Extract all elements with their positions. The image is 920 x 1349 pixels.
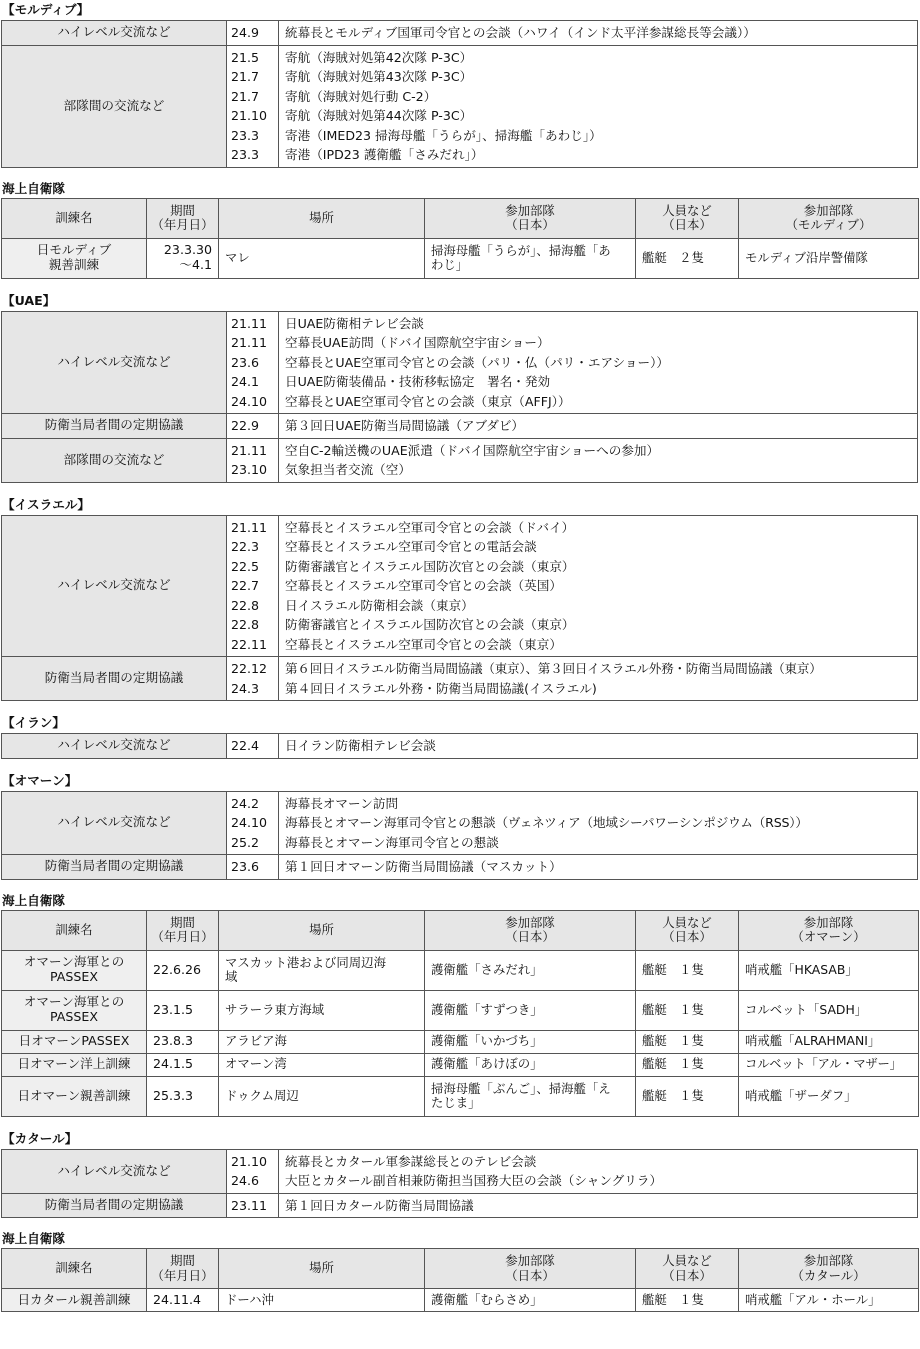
date: 23.10 <box>231 462 268 477</box>
personnel: 艦艇 １隻 <box>636 1030 739 1053</box>
table-header-row <box>2 1249 919 1289</box>
date: 22.9 <box>231 418 260 433</box>
category-cell: 防衛当局者間の定期協議 <box>2 1193 227 1218</box>
column-header: 参加部隊 （オマーン） <box>739 910 919 950</box>
date: 21.7 <box>231 88 260 104</box>
category-cell: ハイレベル交流など <box>2 311 227 414</box>
event: 防衛審議官とイスラエル国防次官との会談（東京） <box>285 617 575 632</box>
column-header: 期間 （年月日） <box>147 198 219 238</box>
column-header: 場所 <box>219 910 425 950</box>
date: 21.11 <box>231 519 268 535</box>
exchange-table-uae <box>1 311 918 483</box>
period: 23.3.30 ～4.1 <box>147 238 219 278</box>
personnel: 艦艇 １隻 <box>636 950 739 990</box>
date: 21.11 <box>231 315 268 331</box>
date: 23.11 <box>231 1197 268 1213</box>
date: 22.8 <box>231 597 260 613</box>
table-row <box>2 791 918 855</box>
event: 防衛審議官とイスラエル国防次官との会談（東京） <box>285 558 575 574</box>
category-cell: ハイレベル交流など <box>2 515 227 657</box>
partner-units: コルベット「SADH」 <box>739 990 919 1030</box>
column-header: 期間 （年月日） <box>147 910 219 950</box>
date: 24.10 <box>231 815 268 830</box>
date: 23.6 <box>231 354 260 370</box>
event: 統幕長とカタール軍参謀総長とのテレビ会談 <box>285 1153 537 1169</box>
event: 空幕長とイスラエル空軍司令官との会談（英国） <box>285 578 562 593</box>
period: 23.8.3 <box>147 1030 219 1053</box>
date: 22.4 <box>231 738 260 753</box>
date: 21.11 <box>231 442 268 458</box>
period: 22.6.26 <box>147 950 219 990</box>
event: 日UAE防衛相テレビ会談 <box>285 315 424 331</box>
japan-units: 掃海母艦「ぶんご」、掃海艦「え たじま」 <box>425 1076 636 1116</box>
event: 寄航（海賊対処第42次隊 P-3C） <box>285 49 473 65</box>
date: 22.8 <box>231 617 260 632</box>
table-row <box>2 990 919 1030</box>
navy-title-oman: 海上自衛隊 <box>2 892 65 908</box>
place: アラビア海 <box>219 1030 425 1053</box>
partner-units: 哨戒艦「ALRAHMANI」 <box>739 1030 919 1053</box>
training-name: 日モルディブ 親善訓練 <box>2 238 147 278</box>
date: 23.6 <box>231 859 260 874</box>
exchange-table-maldives <box>1 20 918 168</box>
table-row <box>2 1030 919 1053</box>
date: 21.10 <box>231 108 268 123</box>
japan-units: 護衛艦「すずつき」 <box>425 990 636 1030</box>
table-row <box>2 734 918 759</box>
navy-title-maldives: 海上自衛隊 <box>2 180 65 196</box>
japan-units: 護衛艦「いかづち」 <box>425 1030 636 1053</box>
place: マスカット港および同周辺海 域 <box>219 950 425 990</box>
table-row <box>2 414 918 439</box>
date: 24.2 <box>231 795 260 811</box>
exchange-table-oman <box>1 791 918 880</box>
event: 第３回日UAE防衛当局間協議（アブダビ） <box>285 418 525 433</box>
partner-units: コルベット「アル・マザー」 <box>739 1053 919 1076</box>
date: 22.7 <box>231 578 260 593</box>
category-cell: 部隊間の交流など <box>2 438 227 482</box>
event: 空幕長とUAE空軍司令官との会談（東京（AFFJ）） <box>285 393 571 409</box>
section-title-israel: 【イスラエル】 <box>2 496 91 512</box>
event: 海幕長オマーン訪問 <box>285 795 399 811</box>
table-row <box>2 1053 919 1076</box>
training-name: 日オマーン親善訓練 <box>2 1076 147 1116</box>
personnel: 艦艇 １隻 <box>636 1076 739 1116</box>
category-cell: 部隊間の交流など <box>2 45 227 167</box>
period: 23.1.5 <box>147 990 219 1030</box>
navy-table-oman <box>1 910 919 1117</box>
navy-table-qatar <box>1 1248 919 1312</box>
section-title-uae: 【UAE】 <box>2 292 56 308</box>
training-name: オマーン海軍との PASSEX <box>2 990 147 1030</box>
event: 寄港（IPD23 護衛艦「さみだれ」） <box>285 147 484 162</box>
date: 21.11 <box>231 335 268 350</box>
column-header: 訓練名 <box>2 198 147 238</box>
event: 寄航（海賊対処行動 C-2） <box>285 88 437 104</box>
period: 24.1.5 <box>147 1053 219 1076</box>
table-row <box>2 21 918 46</box>
table-header-row <box>2 198 919 238</box>
japan-units: 護衛艦「さみだれ」 <box>425 950 636 990</box>
date: 21.5 <box>231 49 260 65</box>
event: 寄港（IMED23 掃海母艦「うらが」、掃海艦「あわじ」） <box>285 127 602 143</box>
event: 海幕長とオマーン海軍司令官との懇談 <box>285 834 499 850</box>
event: 統幕長とモルディブ国軍司令官との会談（ハワイ（インド太平洋参謀総長等会議）） <box>285 25 756 40</box>
event: 第１回日カタール防衛当局間協議 <box>285 1197 474 1213</box>
partner-units: モルディブ沿岸警備隊 <box>739 238 919 278</box>
table-row <box>2 1289 919 1312</box>
event: 第４回日イスラエル外務・防衛当局間協議(イスラエル) <box>285 680 597 696</box>
table-row <box>2 45 918 167</box>
column-header: 場所 <box>219 1249 425 1289</box>
event: 寄航（海賊対処第44次隊 P-3C） <box>285 108 473 123</box>
event: 空幕長とイスラエル空軍司令官との電話会談 <box>285 539 537 554</box>
date: 23.3 <box>231 147 260 162</box>
navy-table-maldives <box>1 198 919 279</box>
table-row <box>2 311 918 414</box>
place: ドーハ沖 <box>219 1289 425 1312</box>
place: オマーン湾 <box>219 1053 425 1076</box>
column-header: 場所 <box>219 198 425 238</box>
column-header: 参加部隊 （日本） <box>425 910 636 950</box>
training-name: 日オマーン洋上訓練 <box>2 1053 147 1076</box>
column-header: 期間 （年月日） <box>147 1249 219 1289</box>
training-name: 日オマーンPASSEX <box>2 1030 147 1053</box>
column-header: 参加部隊 （カタール） <box>739 1249 919 1289</box>
date: 22.11 <box>231 636 268 652</box>
table-row <box>2 950 919 990</box>
exchange-table-qatar <box>1 1149 918 1219</box>
date: 24.10 <box>231 393 268 409</box>
event: 寄航（海賊対処第43次隊 P-3C） <box>285 69 473 84</box>
table-row <box>2 438 918 482</box>
column-header: 人員など （日本） <box>636 198 739 238</box>
place: サラーラ東方海域 <box>219 990 425 1030</box>
table-header-row <box>2 910 919 950</box>
date: 22.12 <box>231 661 268 676</box>
event: 第６回日イスラエル防衛当局間協議（東京）、第３回日イスラエル外務・防衛当局間協議（東京） <box>285 661 822 676</box>
table-row <box>2 1076 919 1116</box>
japan-units: 護衛艦「むらさめ」 <box>425 1289 636 1312</box>
date: 24.6 <box>231 1173 260 1188</box>
personnel: 艦艇 １隻 <box>636 1289 739 1312</box>
date: 23.3 <box>231 127 260 143</box>
navy-title-qatar: 海上自衛隊 <box>2 1231 65 1246</box>
period: 25.3.3 <box>147 1076 219 1116</box>
event: 第１回日オマーン防衛当局間協議（マスカット） <box>285 859 562 874</box>
category-cell: ハイレベル交流など <box>2 21 227 46</box>
exchange-table-iran <box>1 733 918 759</box>
training-name: 日カタール親善訓練 <box>2 1289 147 1312</box>
category-cell: ハイレベル交流など <box>2 734 227 759</box>
column-header: 人員など （日本） <box>636 910 739 950</box>
partner-units: 哨戒艦「ザーダフ」 <box>739 1076 919 1116</box>
event: 空自C-2輸送機のUAE派遣（ドバイ国際航空宇宙ショーへの参加） <box>285 442 660 458</box>
event: 日UAE防衛装備品・技術移転協定 署名・発効 <box>285 374 551 389</box>
date: 24.1 <box>231 374 260 389</box>
section-title-maldives: 【モルディブ】 <box>2 2 90 17</box>
date: 22.3 <box>231 539 260 554</box>
event: 日イスラエル防衛相会談（東京） <box>285 597 474 613</box>
exchange-table-israel <box>1 515 918 702</box>
table-row <box>2 1193 918 1218</box>
category-cell: 防衛当局者間の定期協議 <box>2 657 227 701</box>
date: 24.9 <box>231 25 260 40</box>
column-header: 参加部隊 （日本） <box>425 1249 636 1289</box>
date: 22.5 <box>231 558 260 574</box>
event: 空幕長とイスラエル空軍司令官との会談（ドバイ） <box>285 519 575 535</box>
table-row <box>2 515 918 657</box>
partner-units: 哨戒艦「アル・ホール」 <box>739 1289 919 1312</box>
training-name: オマーン海軍との PASSEX <box>2 950 147 990</box>
column-header: 人員など （日本） <box>636 1249 739 1289</box>
category-cell: 防衛当局者間の定期協議 <box>2 414 227 439</box>
date: 21.10 <box>231 1153 268 1169</box>
section-title-iran: 【イラン】 <box>2 715 65 730</box>
japan-units: 掃海母艦「うらが」、掃海艦「あ わじ」 <box>425 238 636 278</box>
event: 空幕長UAE訪問（ドバイ国際航空宇宙ショー） <box>285 335 550 350</box>
event: 海幕長とオマーン海軍司令官との懇談（ヴェネツィア（地域シーパワーシンポジウム（RSS）） <box>285 815 808 830</box>
section-title-qatar: 【カタール】 <box>2 1130 78 1146</box>
table-row <box>2 855 918 880</box>
event: 空幕長とイスラエル空軍司令官との会談（東京） <box>285 636 562 652</box>
table-row <box>2 657 918 701</box>
date: 24.3 <box>231 680 260 696</box>
partner-units: 哨戒艦「HKASAB」 <box>739 950 919 990</box>
event: 大臣とカタール副首相兼防衛担当国務大臣の会談（シャングリラ） <box>285 1173 663 1188</box>
date: 21.7 <box>231 69 260 84</box>
category-cell: 防衛当局者間の定期協議 <box>2 855 227 880</box>
event: 日イラン防衛相テレビ会談 <box>285 738 436 753</box>
event: 空幕長とUAE空軍司令官との会談（パリ・仏（パリ・エアショー）） <box>285 354 669 370</box>
event: 気象担当者交流（空） <box>285 462 411 477</box>
personnel: 艦艇 １隻 <box>636 1053 739 1076</box>
column-header: 訓練名 <box>2 1249 147 1289</box>
personnel: 艦艇 ２隻 <box>636 238 739 278</box>
personnel: 艦艇 １隻 <box>636 990 739 1030</box>
column-header: 訓練名 <box>2 910 147 950</box>
place: ドゥクム周辺 <box>219 1076 425 1116</box>
period: 24.11.4 <box>147 1289 219 1312</box>
date: 25.2 <box>231 834 260 850</box>
category-cell: ハイレベル交流など <box>2 791 227 855</box>
table-row <box>2 1149 918 1193</box>
category-cell: ハイレベル交流など <box>2 1149 227 1193</box>
column-header: 参加部隊 （日本） <box>425 198 636 238</box>
column-header: 参加部隊 （モルディブ） <box>739 198 919 238</box>
place: マレ <box>219 238 425 278</box>
japan-units: 護衛艦「あけぼの」 <box>425 1053 636 1076</box>
table-row <box>2 238 919 278</box>
section-title-oman: 【オマーン】 <box>2 772 78 788</box>
